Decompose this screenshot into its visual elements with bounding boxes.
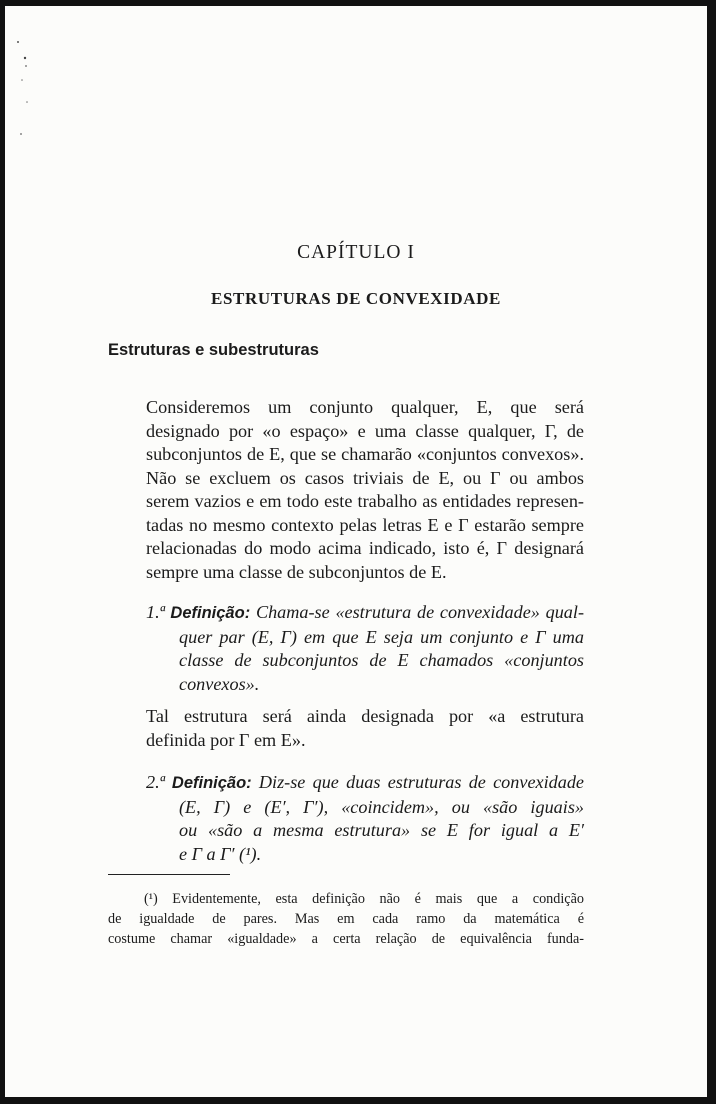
definition-1	[146, 601, 584, 696]
definition-label: Definição:	[171, 774, 252, 792]
footnote-line: (¹) Evidentemente, esta definição não é mais que a condição	[144, 891, 584, 907]
text-line: Tal estrutura será ainda designada por «a estrutura	[146, 706, 584, 726]
definition-line: ou «são a mesma estrutura» se E for igual a E′	[179, 820, 584, 840]
definition-line	[146, 601, 584, 626]
definition-line	[146, 771, 584, 796]
document-page	[5, 6, 707, 1097]
footnote	[108, 889, 584, 949]
scan-specks	[5, 6, 45, 146]
definition-text: Diz-se que duas estruturas de convexidade	[258, 772, 584, 792]
definition-line: classe de subconjuntos de E chamados «conjuntos	[179, 650, 584, 670]
definition-line: e Γ a Γ′ (¹).	[179, 843, 262, 864]
definition-line: quer par (E, Γ) em que E seja um conjunto e Γ uma	[179, 626, 584, 647]
paragraph-structure	[108, 705, 584, 752]
text-line: tadas no mesmo contexto pelas letras E e Γ estarão sempre	[146, 514, 584, 535]
footnote-line: costume chamar «igualdade» a certa relação de equivalência funda-	[108, 931, 584, 947]
text-line: sempre uma classe de subconjuntos de E.	[146, 561, 447, 582]
definition-text: Chama-se «estrutura de convexidade» qual-	[255, 602, 585, 622]
text-line: definida por Γ em E».	[146, 729, 306, 750]
text-line: subconjuntos de E, que se chamarão «conjuntos convexos».	[146, 444, 584, 464]
paragraph-intro	[108, 396, 584, 584]
text-line: relacionadas do modo acima indicado, isto é, Γ designará	[146, 538, 584, 558]
definition-line: (E, Γ) e (E′, Γ′), «coincidem», ou «são iguais»	[179, 796, 584, 817]
definition-label: Definição:	[170, 604, 251, 622]
footnote-line: de igualdade de pares. Mas em cada ramo da matemática é	[108, 911, 584, 927]
section-heading: Estruturas e subestruturas	[108, 341, 319, 359]
definition-2	[146, 771, 584, 866]
definition-number: 2.ª	[146, 772, 165, 792]
chapter-heading: CAPÍTULO I	[297, 242, 415, 263]
definition-line: convexos».	[179, 673, 260, 694]
definition-number: 1.ª	[146, 602, 165, 622]
text-line: Consideremos um conjunto qualquer, E, que será	[146, 397, 584, 417]
chapter-title: ESTRUTURAS DE CONVEXIDADE	[211, 289, 501, 308]
footnote-rule	[108, 874, 230, 875]
text-line: serem vazios e em todo este trabalho as entidades represen-	[146, 491, 584, 511]
text-line: Não se excluem os casos triviais de E, ou Γ ou ambos	[146, 467, 584, 488]
text-line: designado por «o espaço» e uma classe qualquer, Γ, de	[146, 420, 584, 441]
